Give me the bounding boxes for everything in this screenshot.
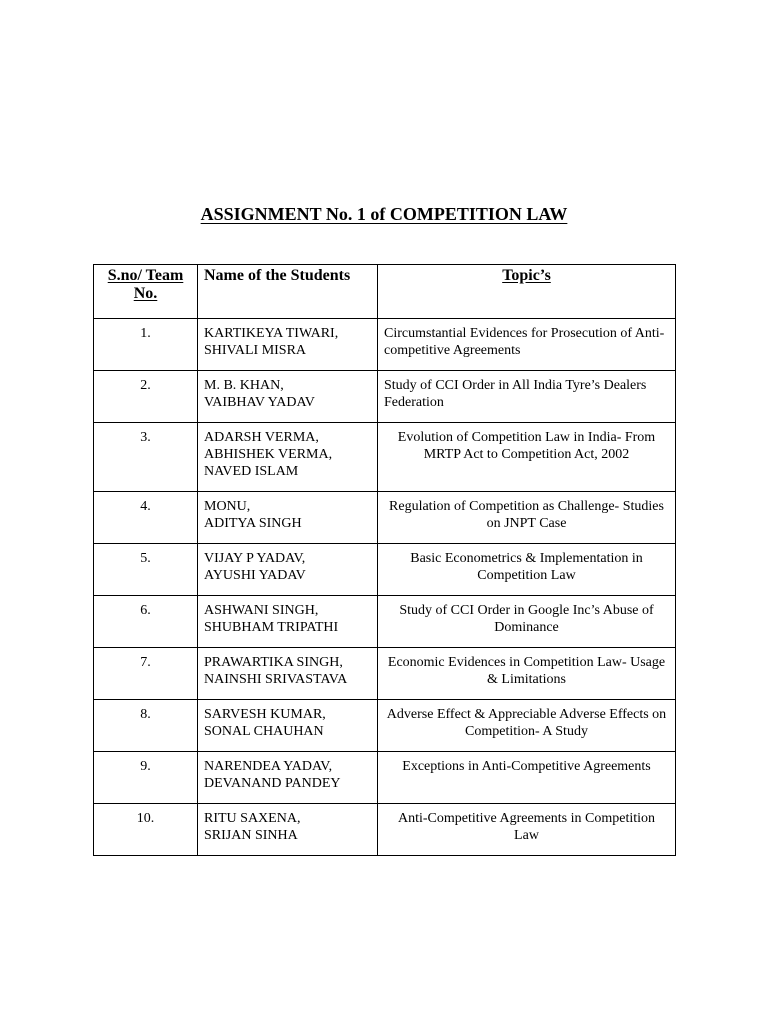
table-header-row (94, 265, 676, 319)
row-names: ADARSH VERMA, ABHISHEK VERMA, NAVED ISLAM (198, 423, 378, 492)
table-row (94, 596, 676, 648)
row-topic: Circumstantial Evidences for Prosecution of Anti-competitive Agreements (378, 319, 676, 371)
row-sno: 5. (94, 544, 198, 596)
row-names: SARVESH KUMAR, SONAL CHAUHAN (198, 700, 378, 752)
row-names: KARTIKEYA TIWARI, SHIVALI MISRA (198, 319, 378, 371)
assignment-table (93, 264, 676, 856)
table-row (94, 319, 676, 371)
row-topic: Anti-Competitive Agreements in Competition Law (378, 804, 676, 856)
row-topic: Evolution of Competition Law in India- From MRTP Act to Competition Act, 2002 (378, 423, 676, 492)
row-sno: 3. (94, 423, 198, 492)
row-names: RITU SAXENA, SRIJAN SINHA (198, 804, 378, 856)
table-row (94, 648, 676, 700)
table-row (94, 492, 676, 544)
row-topic: Study of CCI Order in All India Tyre’s Dealers Federation (378, 371, 676, 423)
row-topic: Regulation of Competition as Challenge- Studies on JNPT Case (378, 492, 676, 544)
row-sno: 4. (94, 492, 198, 544)
row-topic: Study of CCI Order in Google Inc’s Abuse of Dominance (378, 596, 676, 648)
row-names: PRAWARTIKA SINGH, NAINSHI SRIVASTAVA (198, 648, 378, 700)
row-names: M. B. KHAN, VAIBHAV YADAV (198, 371, 378, 423)
row-topic: Adverse Effect & Appreciable Adverse Effects on Competition- A Study (378, 700, 676, 752)
column-header-names: Name of the Students (198, 265, 378, 319)
column-header-sno: S.no/ Team No. (94, 265, 198, 319)
row-names: NARENDEA YADAV, DEVANAND PANDEY (198, 752, 378, 804)
row-sno: 9. (94, 752, 198, 804)
row-names: ASHWANI SINGH, SHUBHAM TRIPATHI (198, 596, 378, 648)
table-row (94, 700, 676, 752)
row-names: MONU, ADITYA SINGH (198, 492, 378, 544)
table-row (94, 423, 676, 492)
row-sno: 6. (94, 596, 198, 648)
row-sno: 8. (94, 700, 198, 752)
column-header-topic: Topic’s (378, 265, 676, 319)
row-sno: 1. (94, 319, 198, 371)
table-row (94, 371, 676, 423)
row-topic: Basic Econometrics & Implementation in Competition Law (378, 544, 676, 596)
table-row (94, 752, 676, 804)
row-names: VIJAY P YADAV, AYUSHI YADAV (198, 544, 378, 596)
row-sno: 2. (94, 371, 198, 423)
row-topic: Economic Evidences in Competition Law- Usage & Limitations (378, 648, 676, 700)
row-sno: 7. (94, 648, 198, 700)
document-title (0, 203, 768, 225)
row-topic: Exceptions in Anti-Competitive Agreements (378, 752, 676, 804)
document-title-text: ASSIGNMENT No. 1 of COMPETITION LAW (200, 204, 568, 224)
table-row (94, 804, 676, 856)
row-sno: 10. (94, 804, 198, 856)
table-row (94, 544, 676, 596)
